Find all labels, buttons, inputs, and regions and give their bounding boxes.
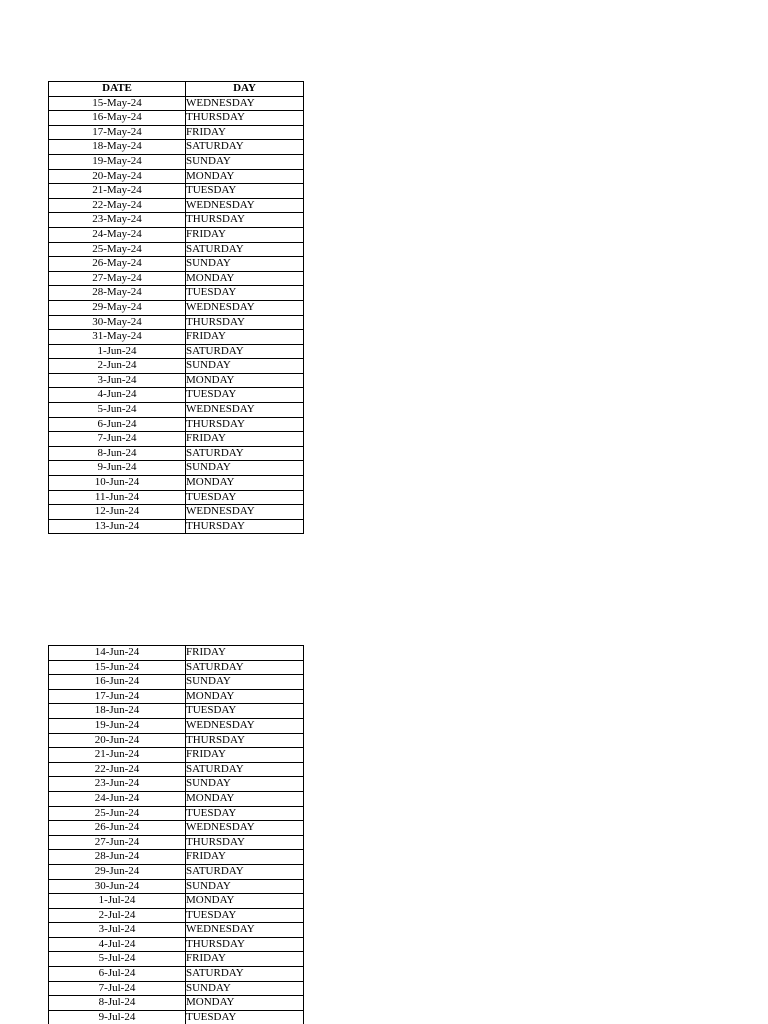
day-cell: SATURDAY bbox=[186, 140, 304, 155]
table-row bbox=[49, 140, 304, 155]
date-day-table-2 bbox=[48, 645, 304, 1024]
date-cell: 19-May-24 bbox=[49, 154, 186, 169]
date-cell: 20-May-24 bbox=[49, 169, 186, 184]
table-row bbox=[49, 762, 304, 777]
day-cell: THURSDAY bbox=[186, 519, 304, 534]
date-cell: 18-Jun-24 bbox=[49, 704, 186, 719]
date-cell: 18-May-24 bbox=[49, 140, 186, 155]
table-row bbox=[49, 359, 304, 374]
day-cell: SUNDAY bbox=[186, 777, 304, 792]
table-row bbox=[49, 894, 304, 909]
date-cell: 24-Jun-24 bbox=[49, 791, 186, 806]
day-cell: SUNDAY bbox=[186, 879, 304, 894]
date-cell: 26-Jun-24 bbox=[49, 821, 186, 836]
table-row bbox=[49, 675, 304, 690]
table-row bbox=[49, 300, 304, 315]
date-cell: 30-May-24 bbox=[49, 315, 186, 330]
table-row bbox=[49, 125, 304, 140]
date-cell: 15-May-24 bbox=[49, 96, 186, 111]
day-cell: FRIDAY bbox=[186, 227, 304, 242]
day-cell: TUESDAY bbox=[186, 184, 304, 199]
day-cell: WEDNESDAY bbox=[186, 505, 304, 520]
table-row bbox=[49, 908, 304, 923]
table-body-2 bbox=[49, 646, 304, 1024]
day-cell: SUNDAY bbox=[186, 359, 304, 374]
day-cell: MONDAY bbox=[186, 373, 304, 388]
table-row bbox=[49, 271, 304, 286]
date-cell: 21-May-24 bbox=[49, 184, 186, 199]
table-row bbox=[49, 461, 304, 476]
table-row bbox=[49, 505, 304, 520]
day-cell: SATURDAY bbox=[186, 242, 304, 257]
table-row bbox=[49, 791, 304, 806]
table-body-1 bbox=[49, 96, 304, 534]
day-cell: MONDAY bbox=[186, 894, 304, 909]
date-cell: 3-Jul-24 bbox=[49, 923, 186, 938]
table-row bbox=[49, 704, 304, 719]
date-cell: 16-May-24 bbox=[49, 111, 186, 126]
date-cell: 30-Jun-24 bbox=[49, 879, 186, 894]
date-cell: 25-May-24 bbox=[49, 242, 186, 257]
date-cell: 19-Jun-24 bbox=[49, 718, 186, 733]
day-cell: WEDNESDAY bbox=[186, 821, 304, 836]
table-row bbox=[49, 111, 304, 126]
date-cell: 21-Jun-24 bbox=[49, 748, 186, 763]
table-row bbox=[49, 257, 304, 272]
table-row bbox=[49, 981, 304, 996]
day-cell: THURSDAY bbox=[186, 835, 304, 850]
table-row bbox=[49, 96, 304, 111]
day-cell: SUNDAY bbox=[186, 154, 304, 169]
table-row bbox=[49, 432, 304, 447]
date-cell: 8-Jun-24 bbox=[49, 446, 186, 461]
day-cell: WEDNESDAY bbox=[186, 403, 304, 418]
table-row bbox=[49, 952, 304, 967]
day-cell: TUESDAY bbox=[186, 704, 304, 719]
date-cell: 7-Jul-24 bbox=[49, 981, 186, 996]
table-header-row bbox=[49, 82, 304, 97]
date-cell: 9-Jun-24 bbox=[49, 461, 186, 476]
day-cell: FRIDAY bbox=[186, 330, 304, 345]
table-row bbox=[49, 821, 304, 836]
day-cell: MONDAY bbox=[186, 271, 304, 286]
day-cell: SATURDAY bbox=[186, 762, 304, 777]
date-cell: 27-Jun-24 bbox=[49, 835, 186, 850]
date-cell: 13-Jun-24 bbox=[49, 519, 186, 534]
date-cell: 4-Jun-24 bbox=[49, 388, 186, 403]
day-cell: SATURDAY bbox=[186, 660, 304, 675]
day-cell: FRIDAY bbox=[186, 850, 304, 865]
table-row bbox=[49, 315, 304, 330]
table-row bbox=[49, 923, 304, 938]
day-cell: TUESDAY bbox=[186, 1010, 304, 1024]
day-cell: SUNDAY bbox=[186, 461, 304, 476]
table-row bbox=[49, 519, 304, 534]
day-cell: TUESDAY bbox=[186, 286, 304, 301]
table-row bbox=[49, 835, 304, 850]
date-cell: 16-Jun-24 bbox=[49, 675, 186, 690]
table-row bbox=[49, 417, 304, 432]
date-cell: 3-Jun-24 bbox=[49, 373, 186, 388]
table-row bbox=[49, 330, 304, 345]
day-cell: WEDNESDAY bbox=[186, 300, 304, 315]
date-cell: 2-Jun-24 bbox=[49, 359, 186, 374]
date-cell: 10-Jun-24 bbox=[49, 476, 186, 491]
day-cell: WEDNESDAY bbox=[186, 923, 304, 938]
table-row bbox=[49, 937, 304, 952]
day-cell: MONDAY bbox=[186, 996, 304, 1011]
date-column-header: DATE bbox=[49, 82, 186, 97]
day-cell: WEDNESDAY bbox=[186, 718, 304, 733]
date-cell: 23-Jun-24 bbox=[49, 777, 186, 792]
date-cell: 22-May-24 bbox=[49, 198, 186, 213]
day-cell: THURSDAY bbox=[186, 733, 304, 748]
day-cell: WEDNESDAY bbox=[186, 96, 304, 111]
date-cell: 31-May-24 bbox=[49, 330, 186, 345]
table-row bbox=[49, 1010, 304, 1024]
day-cell: FRIDAY bbox=[186, 646, 304, 661]
table-row bbox=[49, 242, 304, 257]
date-cell: 15-Jun-24 bbox=[49, 660, 186, 675]
day-cell: TUESDAY bbox=[186, 908, 304, 923]
date-cell: 2-Jul-24 bbox=[49, 908, 186, 923]
day-cell: THURSDAY bbox=[186, 417, 304, 432]
date-cell: 9-Jul-24 bbox=[49, 1010, 186, 1024]
day-cell: SUNDAY bbox=[186, 257, 304, 272]
table-row bbox=[49, 344, 304, 359]
table-row bbox=[49, 806, 304, 821]
day-cell: FRIDAY bbox=[186, 952, 304, 967]
date-cell: 6-Jun-24 bbox=[49, 417, 186, 432]
day-cell: MONDAY bbox=[186, 791, 304, 806]
table-row bbox=[49, 490, 304, 505]
date-cell: 11-Jun-24 bbox=[49, 490, 186, 505]
table-row bbox=[49, 850, 304, 865]
day-cell: FRIDAY bbox=[186, 748, 304, 763]
day-cell: SUNDAY bbox=[186, 675, 304, 690]
table-row bbox=[49, 864, 304, 879]
day-cell: MONDAY bbox=[186, 169, 304, 184]
table-row bbox=[49, 718, 304, 733]
day-cell: THURSDAY bbox=[186, 213, 304, 228]
day-cell: SATURDAY bbox=[186, 446, 304, 461]
day-cell: FRIDAY bbox=[186, 125, 304, 140]
table-row bbox=[49, 213, 304, 228]
date-cell: 28-May-24 bbox=[49, 286, 186, 301]
date-cell: 14-Jun-24 bbox=[49, 646, 186, 661]
day-cell: TUESDAY bbox=[186, 806, 304, 821]
table-row bbox=[49, 748, 304, 763]
table-row bbox=[49, 184, 304, 199]
table-row bbox=[49, 689, 304, 704]
date-day-table-1 bbox=[48, 81, 304, 534]
day-cell: SATURDAY bbox=[186, 864, 304, 879]
day-cell: FRIDAY bbox=[186, 432, 304, 447]
date-cell: 8-Jul-24 bbox=[49, 996, 186, 1011]
date-cell: 25-Jun-24 bbox=[49, 806, 186, 821]
day-cell: SATURDAY bbox=[186, 967, 304, 982]
day-cell: THURSDAY bbox=[186, 315, 304, 330]
date-cell: 1-Jul-24 bbox=[49, 894, 186, 909]
date-cell: 17-May-24 bbox=[49, 125, 186, 140]
date-cell: 5-Jun-24 bbox=[49, 403, 186, 418]
date-cell: 1-Jun-24 bbox=[49, 344, 186, 359]
date-cell: 26-May-24 bbox=[49, 257, 186, 272]
day-cell: TUESDAY bbox=[186, 388, 304, 403]
date-cell: 6-Jul-24 bbox=[49, 967, 186, 982]
date-cell: 24-May-24 bbox=[49, 227, 186, 242]
date-cell: 20-Jun-24 bbox=[49, 733, 186, 748]
date-cell: 7-Jun-24 bbox=[49, 432, 186, 447]
date-cell: 5-Jul-24 bbox=[49, 952, 186, 967]
day-cell: THURSDAY bbox=[186, 111, 304, 126]
table-row bbox=[49, 388, 304, 403]
date-cell: 22-Jun-24 bbox=[49, 762, 186, 777]
day-cell: MONDAY bbox=[186, 476, 304, 491]
date-cell: 29-Jun-24 bbox=[49, 864, 186, 879]
table-row bbox=[49, 996, 304, 1011]
table-row bbox=[49, 227, 304, 242]
table-row bbox=[49, 286, 304, 301]
table-row bbox=[49, 169, 304, 184]
date-cell: 29-May-24 bbox=[49, 300, 186, 315]
day-cell: THURSDAY bbox=[186, 937, 304, 952]
table-row bbox=[49, 733, 304, 748]
date-cell: 4-Jul-24 bbox=[49, 937, 186, 952]
table-row bbox=[49, 967, 304, 982]
table-row bbox=[49, 373, 304, 388]
date-cell: 28-Jun-24 bbox=[49, 850, 186, 865]
table-row bbox=[49, 646, 304, 661]
day-cell: TUESDAY bbox=[186, 490, 304, 505]
date-cell: 27-May-24 bbox=[49, 271, 186, 286]
day-column-header: DAY bbox=[186, 82, 304, 97]
table-row bbox=[49, 198, 304, 213]
table-row bbox=[49, 660, 304, 675]
day-cell: SATURDAY bbox=[186, 344, 304, 359]
day-cell: WEDNESDAY bbox=[186, 198, 304, 213]
table-row bbox=[49, 879, 304, 894]
table-row bbox=[49, 446, 304, 461]
date-cell: 23-May-24 bbox=[49, 213, 186, 228]
day-cell: MONDAY bbox=[186, 689, 304, 704]
table-row bbox=[49, 403, 304, 418]
date-cell: 12-Jun-24 bbox=[49, 505, 186, 520]
table-row bbox=[49, 476, 304, 491]
date-cell: 17-Jun-24 bbox=[49, 689, 186, 704]
table-row bbox=[49, 154, 304, 169]
day-cell: SUNDAY bbox=[186, 981, 304, 996]
table-row bbox=[49, 777, 304, 792]
